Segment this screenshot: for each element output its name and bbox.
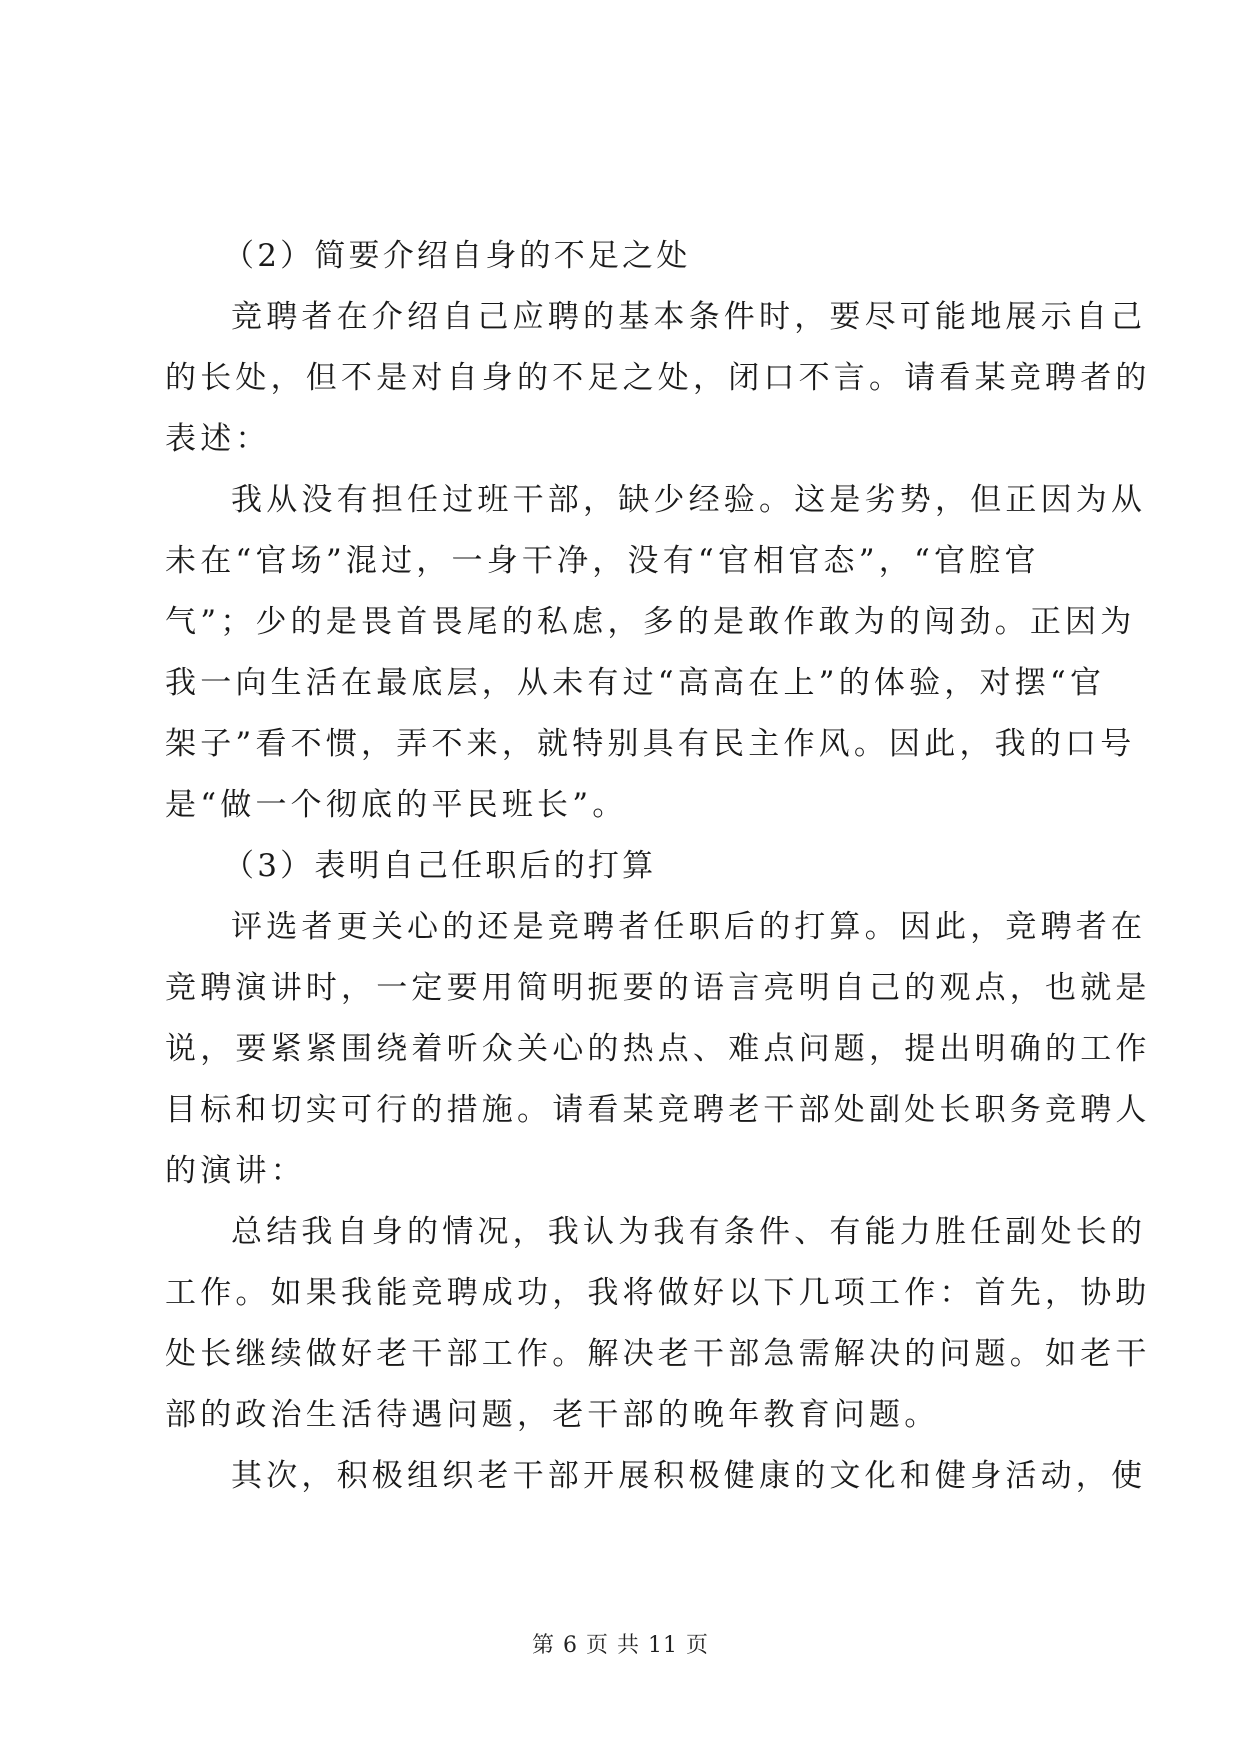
paragraph-line: 目标和切实可行的措施。请看某竞聘老干部处副处长职务竞聘人 xyxy=(165,1092,1151,1128)
paragraph-line: 的演讲： xyxy=(165,1153,306,1189)
paragraph-line: 我从没有担任过班干部，缺少经验。这是劣势，但正因为从 xyxy=(231,482,1147,518)
paragraph-line: 是“做一个彻底的平民班长”。 xyxy=(165,787,628,823)
paragraph xyxy=(165,897,1151,1202)
paragraph-line: 评选者更关心的还是竞聘者任职后的打算。因此，竞聘者在 xyxy=(231,909,1147,945)
section-heading: （3）表明自己任职后的打算 xyxy=(223,848,657,884)
paragraph-line: 表述： xyxy=(165,421,271,457)
paragraph-line: 工作。如果我能竞聘成功，我将做好以下几项工作：首先，协助 xyxy=(165,1275,1151,1311)
paragraph-line: 气”；少的是畏首畏尾的私虑，多的是敢作敢为的闯劲。正因为 xyxy=(165,604,1136,640)
page-number-footer: 第 6 页 共 11 页 xyxy=(532,1633,709,1658)
paragraph-line: 总结我自身的情况，我认为我有条件、有能力胜任副处长的 xyxy=(231,1214,1147,1250)
paragraph xyxy=(165,1446,1147,1507)
paragraph-line: 部的政治生活待遇问题，老干部的晚年教育问题。 xyxy=(165,1397,940,1433)
paragraph-line: 说，要紧紧围绕着听众关心的热点、难点问题，提出明确的工作 xyxy=(165,1031,1151,1067)
paragraph-line: 其次，积极组织老干部开展积极健康的文化和健身活动，使 xyxy=(231,1458,1147,1494)
paragraph-line: 竞聘者在介绍自己应聘的基本条件时，要尽可能地展示自己 xyxy=(231,299,1147,335)
document-body xyxy=(165,226,1151,1507)
paragraph-line: 未在“官场”混过，一身干净，没有“官相官态”，“官腔官 xyxy=(165,543,1040,579)
quote-paragraph xyxy=(165,470,1147,836)
paragraph-line: 竞聘演讲时，一定要用简明扼要的语言亮明自己的观点，也就是 xyxy=(165,970,1151,1006)
paragraph-line: 我一向生活在最底层，从未有过“高高在上”的体验，对摆“官 xyxy=(165,665,1106,701)
section-heading: （2）简要介绍自身的不足之处 xyxy=(223,238,691,274)
paragraph-line: 的长处，但不是对自身的不足之处，闭口不言。请看某竞聘者的 xyxy=(165,360,1151,396)
paragraph-line: 架子”看不惯，弄不来，就特别具有民主作风。因此，我的口号 xyxy=(165,726,1136,762)
paragraph-line: 处长继续做好老干部工作。解决老干部急需解决的问题。如老干 xyxy=(165,1336,1151,1372)
quote-paragraph xyxy=(165,1202,1151,1446)
paragraph xyxy=(165,287,1151,470)
